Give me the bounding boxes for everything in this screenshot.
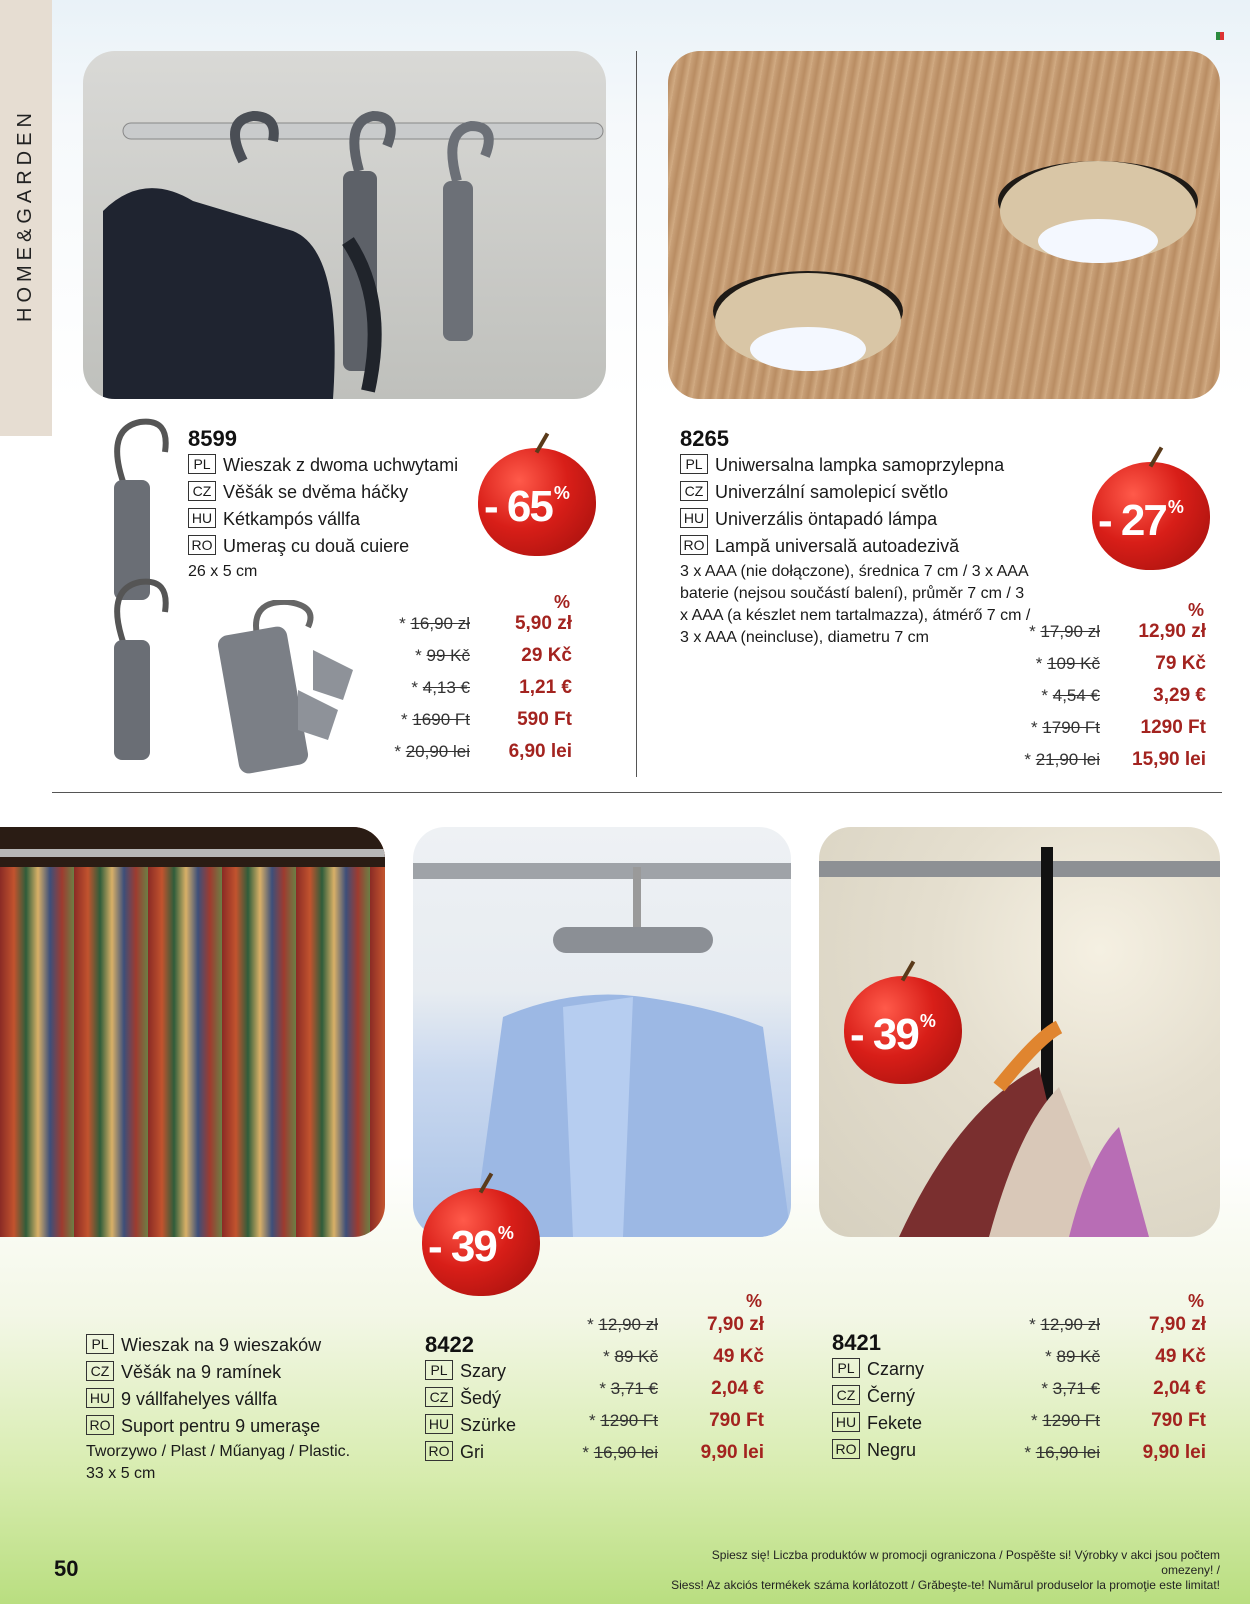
name-text: Univerzální samolepicí světlo [715, 482, 949, 502]
product-specs [86, 1441, 350, 1485]
disclaimer-line: Spiesz się! Liczba produktów w promocji ograniczona / Pospěšte si! Výrobky v akci jsou počtem omezeny! / [711, 1548, 1220, 1577]
page-number: 50 [54, 1556, 79, 1581]
old-price: 3,71 € [1052, 1379, 1100, 1398]
hanger-illustration [83, 51, 606, 399]
lang-badge: CZ [188, 481, 216, 501]
discount-badge [1092, 462, 1210, 570]
product-names [188, 452, 458, 560]
old-price: 1290 Ft [600, 1411, 658, 1430]
spec-line: Tworzywo / Plast / Műanyag / Plastic. [86, 1443, 351, 1460]
spec-line: 3 x AAA (neincluse), diametru 7 cm [680, 629, 929, 646]
new-price: 1,21 € [519, 677, 572, 698]
lang-badge: CZ [832, 1385, 860, 1405]
name-row [425, 1385, 516, 1412]
old-price: 21,90 lei [1035, 750, 1100, 769]
name-text: Šedý [460, 1388, 502, 1408]
discount-percent: % [1167, 497, 1182, 517]
old-price: 3,71 € [610, 1379, 658, 1398]
new-price: 5,90 zł [514, 613, 572, 634]
old-price: 12,90 zł [1040, 1315, 1100, 1334]
new-price: 3,29 € [1153, 685, 1206, 706]
name-text: Wieszak na 9 wieszaków [121, 1335, 322, 1355]
logo-mark-icon [1216, 32, 1224, 40]
old-price: 4,13 € [422, 678, 470, 697]
product-code: 8599 [188, 426, 237, 451]
new-prices [1110, 621, 1206, 781]
new-price: 2,04 € [711, 1378, 764, 1399]
disclaimer-line: Siess! Az akciós termékek száma korlátozott / Grăbeşte-te! Numărul produselor la promoţie este limitat! [671, 1578, 1220, 1592]
photo-wardrobe-shirts [0, 827, 385, 1237]
name-row [188, 506, 458, 533]
name-text: Suport pentru 9 umeraşe [121, 1416, 321, 1436]
spec-line: x AAA (a készlet nem tartalmazza), átmérő 7 cm / [680, 607, 1031, 624]
lang-badge: HU [832, 1412, 860, 1432]
product-code: 8422 [425, 1332, 474, 1357]
old-price: 1690 Ft [412, 710, 470, 729]
name-row [425, 1358, 516, 1385]
photo-lamp [668, 51, 1220, 399]
nine-hanger-grey-illustration [413, 827, 791, 1237]
discount-value: - 39 [428, 1222, 496, 1271]
section-label: HOME&GARDEN [14, 108, 36, 322]
hanger-detail-icon [218, 600, 368, 775]
discount-percent: % [497, 1223, 512, 1243]
name-row [425, 1439, 516, 1466]
old-prices: * 16,90 zł * 99 Kč * 4,13 € * 1690 Ft * 20,90 lei [394, 614, 470, 761]
name-row [832, 1356, 924, 1383]
lang-badge: RO [680, 535, 708, 555]
name-text: Negru [867, 1440, 917, 1460]
lang-badge: CZ [425, 1387, 453, 1407]
name-text: 9 vállfahelyes vállfa [121, 1389, 278, 1409]
product-names [86, 1332, 321, 1440]
lang-badge: RO [86, 1415, 114, 1435]
discount-value: - 27 [1098, 496, 1166, 545]
name-text: Fekete [867, 1413, 923, 1433]
name-text: Wieszak z dwoma uchwytami [223, 455, 459, 475]
product-names [680, 452, 1004, 560]
product-code: 8265 [680, 426, 729, 451]
name-text: Gri [460, 1442, 484, 1462]
name-row [86, 1386, 321, 1413]
new-price: 15,90 lei [1132, 749, 1206, 770]
new-price: 29 Kč [521, 645, 572, 666]
new-price: 12,90 zł [1138, 621, 1206, 642]
new-prices [668, 1314, 764, 1474]
lang-badge: PL [86, 1334, 114, 1354]
old-price: 89 Kč [1056, 1347, 1100, 1366]
old-price: 1790 Ft [1042, 718, 1100, 737]
name-text: Černý [867, 1386, 916, 1406]
old-price: 1290 Ft [1042, 1411, 1100, 1430]
name-text: Czarny [867, 1359, 925, 1379]
hanger-product-icon [100, 410, 170, 780]
name-row [680, 479, 1004, 506]
new-price: 49 Kč [713, 1346, 764, 1367]
discount-badge [478, 448, 596, 556]
lamp-illustration [668, 51, 1220, 399]
new-price: 7,90 zł [706, 1314, 764, 1335]
lang-badge: PL [680, 454, 708, 474]
name-text: Umeraş cu două cuiere [223, 536, 410, 556]
name-row [188, 479, 458, 506]
column-divider [636, 51, 637, 777]
old-price: 89 Kč [614, 1347, 658, 1366]
percent-header: % [1188, 1291, 1205, 1311]
lang-badge: PL [425, 1360, 453, 1380]
product-names [832, 1356, 924, 1464]
old-price: 109 Kč [1047, 654, 1100, 673]
name-text: Szary [460, 1361, 507, 1381]
new-price: 49 Kč [1155, 1346, 1206, 1367]
discount-badge [422, 1188, 540, 1296]
new-price: 79 Kč [1155, 653, 1206, 674]
row-divider [52, 792, 1222, 793]
discount-percent: % [553, 483, 568, 503]
lang-badge: HU [188, 508, 216, 528]
name-text: Univerzális öntapadó lámpa [715, 509, 938, 529]
product-names [425, 1358, 516, 1466]
new-price: 9,90 lei [700, 1442, 764, 1463]
old-prices: * 12,90 zł * 89 Kč * 3,71 € * 1290 Ft * 16,90 lei [582, 1315, 658, 1462]
lang-badge: RO [832, 1439, 860, 1459]
name-row [188, 533, 458, 560]
name-row [832, 1383, 924, 1410]
product-specs [680, 561, 1030, 649]
new-price: 790 Ft [709, 1410, 764, 1431]
discount-value: - 65 [484, 482, 552, 531]
spec-line: 33 x 5 cm [86, 1465, 156, 1482]
new-price: 2,04 € [1153, 1378, 1206, 1399]
product-dimensions: 26 x 5 cm [188, 563, 258, 580]
name-row [832, 1437, 924, 1464]
new-price: 1290 Ft [1140, 717, 1206, 738]
name-row [188, 452, 458, 479]
lang-badge: HU [425, 1414, 453, 1434]
old-price: 99 Kč [426, 646, 470, 665]
old-price: 16,90 zł [410, 614, 470, 633]
name-row [86, 1332, 321, 1359]
discount-badge [844, 976, 962, 1084]
photo-hanger-grey-blue-shirts [413, 827, 791, 1237]
old-price: 4,54 € [1052, 686, 1100, 705]
old-price: 12,90 zł [598, 1315, 658, 1334]
lang-badge: RO [188, 535, 216, 555]
new-price: 6,90 lei [508, 741, 572, 762]
new-price: 7,90 zł [1148, 1314, 1206, 1335]
name-row [832, 1410, 924, 1437]
lang-badge: PL [188, 454, 216, 474]
name-row [86, 1413, 321, 1440]
lang-badge: RO [425, 1441, 453, 1461]
old-price: 16,90 lei [1035, 1443, 1100, 1462]
old-price: 16,90 lei [593, 1443, 658, 1462]
name-text: Věšák na 9 ramínek [121, 1362, 282, 1382]
old-price: 17,90 zł [1040, 622, 1100, 641]
name-row [86, 1359, 321, 1386]
name-text: Lampă universală autoadezivă [715, 536, 960, 556]
wardrobe-illustration [0, 827, 385, 1237]
discount-value: - 39 [850, 1010, 918, 1059]
name-row [425, 1412, 516, 1439]
name-text: Szürke [460, 1415, 517, 1435]
lang-badge: CZ [86, 1361, 114, 1381]
name-row [680, 506, 1004, 533]
percent-header: % [746, 1291, 763, 1311]
new-price: 9,90 lei [1142, 1442, 1206, 1463]
percent-header: % [1188, 600, 1205, 620]
photo-double-hook-hanger [83, 51, 606, 399]
name-row [680, 452, 1004, 479]
name-text: Kétkampós vállfa [223, 509, 361, 529]
name-row [680, 533, 1004, 560]
old-prices: * 12,90 zł * 89 Kč * 3,71 € * 1290 Ft * 16,90 lei [1024, 1315, 1100, 1462]
product-code: 8421 [832, 1330, 881, 1355]
lang-badge: HU [680, 508, 708, 528]
footer-disclaimer [660, 1548, 1220, 1593]
old-price: 20,90 lei [405, 742, 470, 761]
spec-line: 3 x AAA (nie dołączone), średnica 7 cm / 3 x AAA [680, 563, 1029, 580]
new-prices [480, 613, 572, 773]
new-price: 590 Ft [517, 709, 572, 730]
discount-percent: % [919, 1011, 934, 1031]
old-prices: * 17,90 zł * 109 Kč * 4,54 € * 1790 Ft * 21,90 lei [1024, 622, 1100, 769]
lang-badge: PL [832, 1358, 860, 1378]
name-text: Uniwersalna lampka samoprzylepna [715, 455, 1005, 475]
new-prices [1110, 1314, 1206, 1474]
lang-badge: CZ [680, 481, 708, 501]
spec-line: baterie (nejsou součástí balení), průměr 7 cm / 3 [680, 585, 1025, 602]
percent-header: % [554, 592, 571, 612]
lang-badge: HU [86, 1388, 114, 1408]
new-price: 790 Ft [1151, 1410, 1206, 1431]
name-text: Věšák se dvěma háčky [223, 482, 409, 502]
